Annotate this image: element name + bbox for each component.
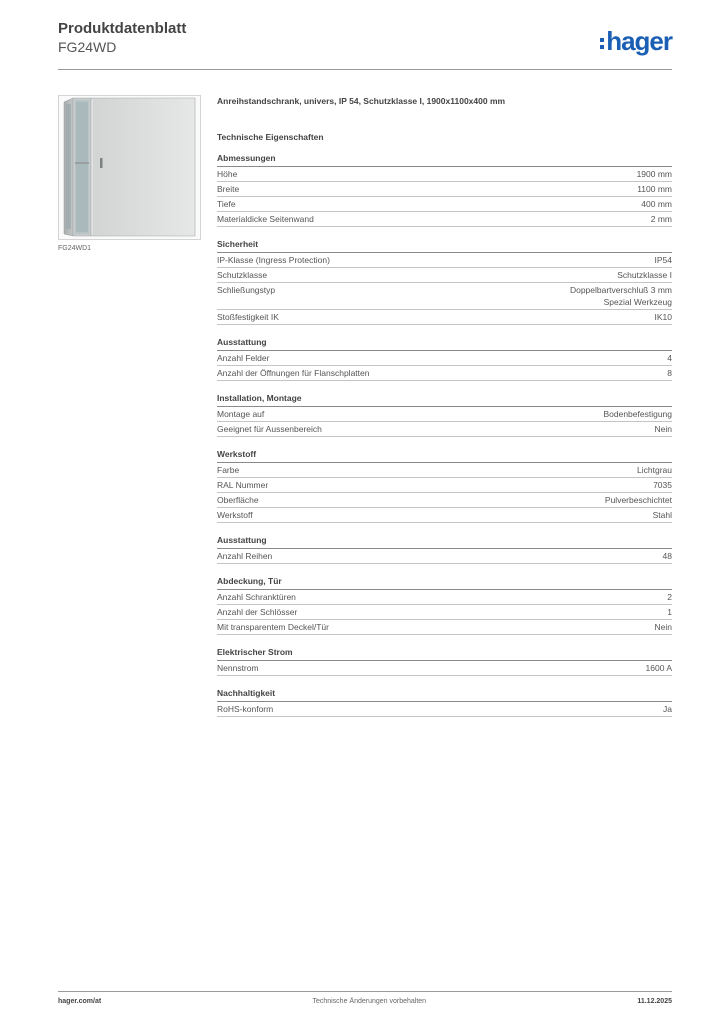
property-value: IP54: [654, 255, 672, 265]
property-row: [217, 182, 672, 197]
property-value: 1: [667, 607, 672, 617]
property-value: 1900 mm: [636, 169, 672, 179]
product-image: [58, 95, 201, 240]
property-section: [217, 153, 672, 227]
property-value: 48: [662, 551, 672, 561]
property-row: [217, 463, 672, 478]
tech-properties-heading: Technische Eigenschaften: [217, 132, 324, 142]
section-title: Nachhaltigkeit: [217, 688, 672, 702]
property-section: [217, 576, 672, 635]
property-label: IP-Klasse (Ingress Protection): [217, 255, 330, 265]
property-row: [217, 253, 672, 268]
property-label: Breite: [217, 184, 240, 194]
property-row: [217, 620, 672, 635]
header-divider: [58, 69, 672, 70]
property-value: Stahl: [652, 510, 672, 520]
disclaimer-text: Technische Änderungen vorbehalten: [312, 998, 427, 1005]
section-title: Sicherheit: [217, 239, 672, 253]
section-title: Abdeckung, Tür: [217, 576, 672, 590]
property-label: Tiefe: [217, 199, 236, 209]
property-row: [217, 702, 672, 717]
property-label: Schutzklasse: [217, 270, 268, 280]
property-value: Lichtgrau: [637, 465, 672, 475]
section-title: Abmessungen: [217, 153, 672, 167]
footer-divider: [58, 991, 672, 992]
page-footer: [58, 998, 672, 1005]
property-row: [217, 422, 672, 437]
property-row: [217, 167, 672, 182]
properties-sections: [217, 153, 672, 717]
property-row: [217, 508, 672, 523]
property-section: [217, 449, 672, 523]
property-value: 400 mm: [641, 199, 672, 209]
logo-dots-icon: [600, 38, 604, 49]
property-value: Ja: [663, 704, 672, 714]
property-value: 4: [667, 353, 672, 363]
document-date: 11.12.2025: [637, 998, 672, 1005]
property-value: Doppelbartverschluß 3 mm Spezial Werkzeug: [569, 285, 672, 307]
property-label: Anzahl Felder: [217, 353, 270, 363]
property-row: [217, 590, 672, 605]
property-label: Höhe: [217, 169, 238, 179]
property-row: [217, 197, 672, 212]
property-label: Mit transparentem Deckel/Tür: [217, 622, 329, 632]
property-value: 8: [667, 368, 672, 378]
website-link[interactable]: hager.com/at: [58, 998, 102, 1005]
property-label: RAL Nummer: [217, 480, 269, 490]
property-label: Geeignet für Aussenbereich: [217, 424, 322, 434]
property-value: Schutzklasse I: [617, 270, 672, 280]
hager-logo: [600, 28, 672, 54]
section-title: Installation, Montage: [217, 393, 672, 407]
product-code: FG24WD: [58, 39, 117, 55]
property-row: [217, 661, 672, 676]
property-row: [217, 493, 672, 508]
section-title: Ausstattung: [217, 337, 672, 351]
property-label: RoHS-konform: [217, 704, 274, 714]
property-value: 2: [667, 592, 672, 602]
property-label: Anzahl Schranktüren: [217, 592, 296, 602]
property-value: 1600 A: [645, 663, 672, 673]
datasheet-content: [217, 95, 672, 729]
property-row: [217, 549, 672, 564]
property-section: [217, 239, 672, 325]
section-title: Ausstattung: [217, 535, 672, 549]
property-label: Anzahl Reihen: [217, 551, 273, 561]
property-section: [217, 688, 672, 717]
property-label: Materialdicke Seitenwand: [217, 214, 314, 224]
property-value: 1100 mm: [637, 184, 672, 194]
property-label: Schließungstyp: [217, 285, 276, 295]
property-value: 7035: [653, 480, 672, 490]
property-section: [217, 393, 672, 437]
property-label: Farbe: [217, 465, 240, 475]
section-title: Elektrischer Strom: [217, 647, 672, 661]
property-section: [217, 535, 672, 564]
cabinet-illustration-icon: [59, 96, 200, 239]
property-label: Anzahl der Öffnungen für Flanschplatten: [217, 368, 370, 378]
property-value: Nein: [654, 622, 672, 632]
logo-text: hager: [606, 26, 672, 56]
property-row: [217, 310, 672, 325]
property-value: Nein: [654, 424, 672, 434]
property-row: [217, 407, 672, 422]
property-value: 2 mm: [650, 214, 672, 224]
property-section: [217, 337, 672, 381]
property-row: [217, 478, 672, 493]
property-label: Stoßfestigkeit IK: [217, 312, 279, 322]
property-label: Anzahl der Schlösser: [217, 607, 298, 617]
page-header: [58, 20, 672, 68]
property-row: [217, 366, 672, 381]
section-title: Werkstoff: [217, 449, 672, 463]
property-label: Werkstoff: [217, 510, 253, 520]
property-row: [217, 268, 672, 283]
property-section: [217, 647, 672, 676]
document-title: Produktdatenblatt: [58, 20, 187, 37]
property-row: [217, 351, 672, 366]
property-value: IK10: [654, 312, 672, 322]
property-label: Nennstrom: [217, 663, 259, 673]
property-value: Bodenbefestigung: [603, 409, 672, 419]
property-value: Pulverbeschichtet: [604, 495, 672, 505]
property-row: [217, 605, 672, 620]
property-label: Oberfläche: [217, 495, 259, 505]
product-description: Anreihstandschrank, univers, IP 54, Schutzklasse I, 1900x1100x400 mm: [217, 96, 506, 106]
property-row: [217, 283, 672, 310]
image-caption: FG24WD1: [58, 245, 92, 252]
property-label: Montage auf: [217, 409, 265, 419]
property-row: [217, 212, 672, 227]
